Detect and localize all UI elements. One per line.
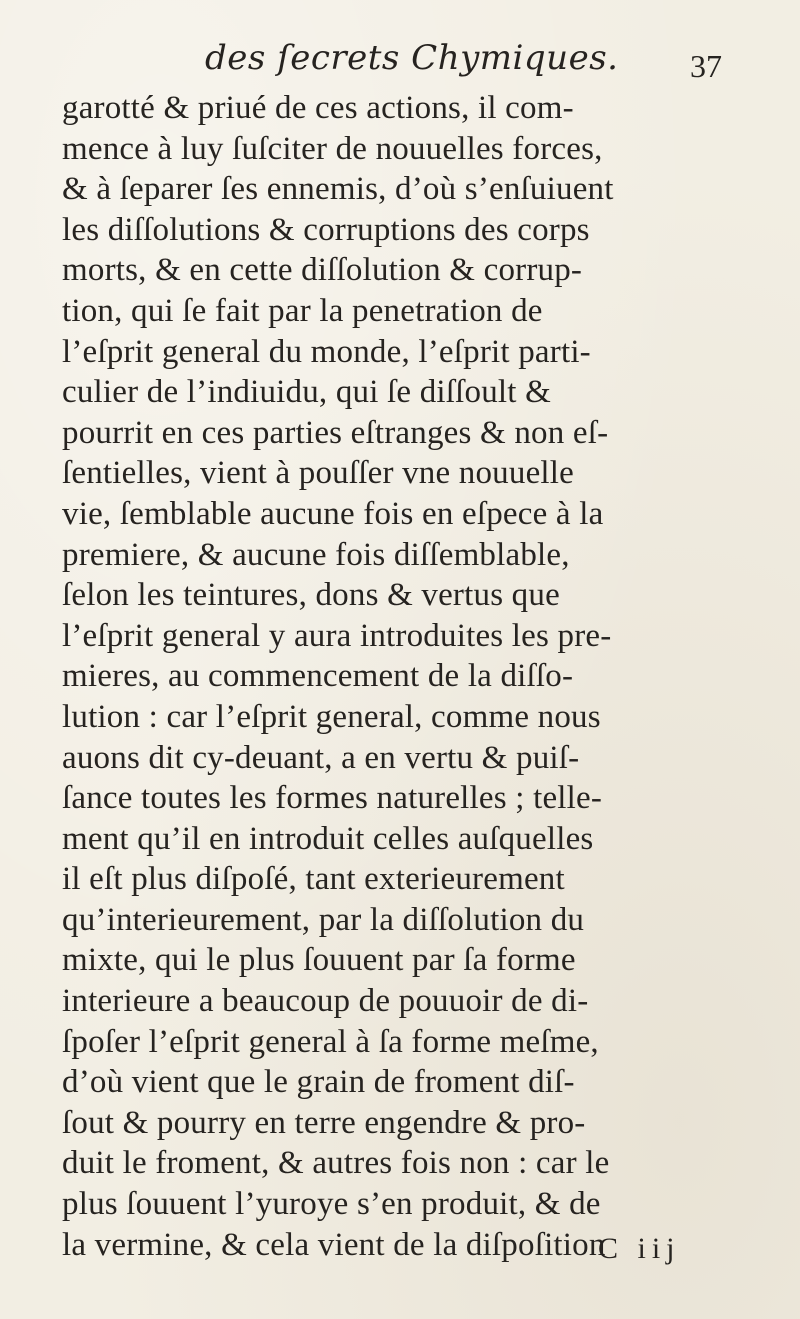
text-line: garotté & priué de ces actions, il com- — [62, 90, 574, 126]
text-line: ſpoſer l’eſprit general à ſa forme meſme, — [62, 1023, 599, 1060]
text-line: duit le froment, & autres fois non : car le — [62, 1145, 610, 1182]
text-line: plus ſouuent l’yuroye s’en produit, & de — [62, 1186, 601, 1223]
text-line: mixte, qui le plus ſouuent par ſa forme — [62, 942, 576, 979]
text-line: d’où vient que le grain de froment diſ- — [62, 1064, 575, 1101]
text-line: culier de l’indiuidu, qui ſe diſſoult & — [62, 374, 551, 411]
text-line: interieure a beaucoup de pouuoir de di- — [62, 983, 589, 1020]
running-title: des ſecrets Chymiques. — [205, 38, 619, 78]
text-line: les diſſolutions & corruptions des corps — [62, 211, 590, 248]
text-line: & à ſeparer ſes ennemis, d’où s’enſuiuent — [62, 171, 614, 208]
running-head — [0, 38, 800, 86]
text-line: premiere, & aucune fois diſſemblable, — [62, 536, 570, 573]
text-line: ment qu’il en introduit celles auſquelles — [62, 820, 594, 857]
text-line: morts, & en cette diſſolution & corrup- — [62, 252, 583, 289]
text-line: qu’interieurement, par la diſſolution du — [62, 901, 585, 938]
body-text — [62, 88, 752, 1265]
text-line: auons dit cy-deuant, a en vertu & puiſ- — [62, 739, 580, 776]
signature-mark: C iij — [598, 1232, 681, 1265]
text-line: l’eſprit general y aura introduites les pre- — [62, 617, 612, 654]
page-number: 37 — [690, 48, 722, 84]
text-line: mieres, au commencement de la diſſo- — [62, 658, 574, 695]
text-line: il eſt plus diſpoſé, tant exterieurement — [62, 861, 565, 898]
text-line: ſentielles, vient à pouſſer vne nouuelle — [62, 455, 575, 492]
text-line: l’eſprit general du monde, l’eſprit parti- — [62, 333, 591, 370]
text-line: vie, ſemblable aucune fois en eſpece à la — [62, 495, 604, 532]
text-line: mence à luy ſuſciter de nouuelles forces, — [62, 130, 603, 167]
text-line: tion, qui ſe fait par la penetration de — [62, 292, 543, 329]
text-line: ſelon les teintures, dons & vertus que — [62, 577, 560, 614]
text-line: lution : car l’eſprit general, comme nous — [62, 698, 601, 735]
text-line: ſout & pourry en terre engendre & pro- — [62, 1104, 586, 1141]
text-line: la vermine, & cela vient de la diſpoſition — [62, 1226, 606, 1263]
text-line: ſance toutes les formes naturelles ; telle- — [62, 780, 603, 817]
text-line: pourrit en ces parties eſtranges & non eſ- — [62, 414, 609, 451]
